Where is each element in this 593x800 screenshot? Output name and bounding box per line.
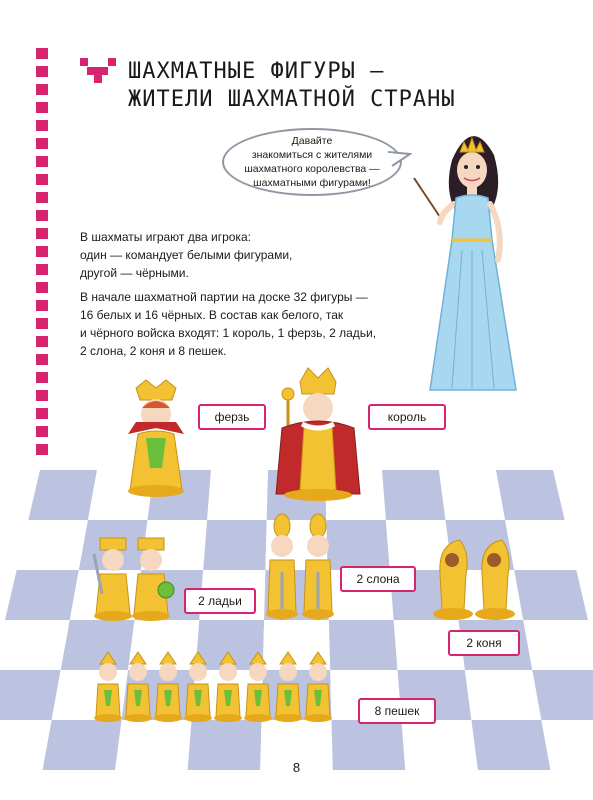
edge-mark — [36, 66, 48, 77]
bubble-line: шахматного королевства — — [244, 163, 380, 175]
board-square — [532, 670, 593, 720]
intro-line: В шахматы играют два игрока: — [80, 230, 251, 244]
board-square — [329, 620, 398, 670]
pawn-figure — [212, 650, 244, 726]
label-rooks: 2 ладьи — [184, 588, 256, 614]
board-square — [17, 520, 88, 570]
intro-line: один — командует белыми фигурами, — [80, 248, 293, 262]
edge-mark — [36, 318, 48, 329]
intro-line: 2 слона, 2 коня и 8 пешек. — [80, 344, 227, 358]
board-square — [5, 570, 79, 620]
edge-decoration — [36, 48, 48, 462]
board-square — [523, 620, 593, 670]
edge-mark — [36, 282, 48, 293]
pawn-figure — [122, 650, 154, 726]
edge-mark — [36, 192, 48, 203]
edge-mark — [36, 354, 48, 365]
board-square — [0, 670, 61, 720]
edge-mark — [36, 336, 48, 347]
title-line-2: ЖИТЕЛИ ШАХМАТНОЙ СТРАНЫ — [128, 87, 456, 112]
label-pawns: 8 пешек — [358, 698, 436, 724]
edge-mark — [36, 228, 48, 239]
edge-mark — [36, 174, 48, 185]
edge-mark — [36, 444, 48, 455]
edge-mark — [36, 264, 48, 275]
intro-line: и чёрного войска входят: 1 король, 1 ферзь, 2 ладьи, — [80, 326, 377, 340]
board-square — [0, 620, 70, 670]
speech-bubble-tail — [388, 150, 412, 168]
speech-bubble — [222, 128, 402, 196]
label-knights: 2 коня — [448, 630, 520, 656]
edge-mark — [36, 408, 48, 419]
edge-mark — [36, 120, 48, 131]
board-square — [203, 520, 266, 570]
pawn-figure — [302, 650, 334, 726]
princess-illustration — [412, 120, 532, 400]
knights-figure — [430, 534, 520, 626]
page-title — [128, 58, 528, 114]
edge-mark — [36, 210, 48, 221]
pawn-figure — [92, 650, 124, 726]
bishops-figure — [262, 512, 342, 624]
bubble-line: шахматными фигурами! — [253, 177, 371, 189]
edge-mark — [36, 300, 48, 311]
edge-mark — [36, 156, 48, 167]
label-queen: ферзь — [198, 404, 266, 430]
board-square — [382, 470, 445, 520]
pawn-figure — [182, 650, 214, 726]
board-square — [465, 670, 541, 720]
intro-paragraph-1 — [80, 228, 400, 282]
edge-mark — [36, 246, 48, 257]
intro-line: 16 белых и 16 чёрных. В состав как белого, так — [80, 308, 344, 322]
pawns-figure — [92, 650, 332, 730]
label-king: король — [368, 404, 446, 430]
intro-line: другой — чёрными. — [80, 266, 189, 280]
board-square — [514, 570, 588, 620]
edge-mark — [36, 138, 48, 149]
edge-mark — [36, 84, 48, 95]
bubble-line: Давайте — [291, 135, 333, 147]
intro-paragraph-2 — [80, 288, 400, 360]
queen-figure — [116, 378, 196, 498]
board-square — [207, 470, 268, 520]
edge-mark — [36, 372, 48, 383]
pawn-figure — [272, 650, 304, 726]
intro-text — [80, 228, 400, 366]
pawn-figure — [152, 650, 184, 726]
edge-mark — [36, 390, 48, 401]
king-figure — [272, 366, 364, 502]
rooks-figure — [92, 534, 178, 624]
board-square — [28, 470, 97, 520]
label-bishops: 2 слона — [340, 566, 416, 592]
speech-bubble-text — [242, 134, 382, 190]
edge-mark — [36, 426, 48, 437]
pawn-figure — [242, 650, 274, 726]
title-decoration-icon — [80, 58, 116, 84]
bubble-line: знакомиться с жителями — [251, 149, 373, 161]
edge-mark — [36, 48, 48, 59]
page-number: 8 — [292, 760, 301, 775]
board-square — [496, 470, 565, 520]
intro-line: В начале шахматной партии на доске 32 фигуры — — [80, 290, 368, 304]
board-square — [439, 470, 505, 520]
edge-mark — [36, 102, 48, 113]
title-line-1: ШАХМАТНЫЕ ФИГУРЫ — — [128, 59, 385, 84]
